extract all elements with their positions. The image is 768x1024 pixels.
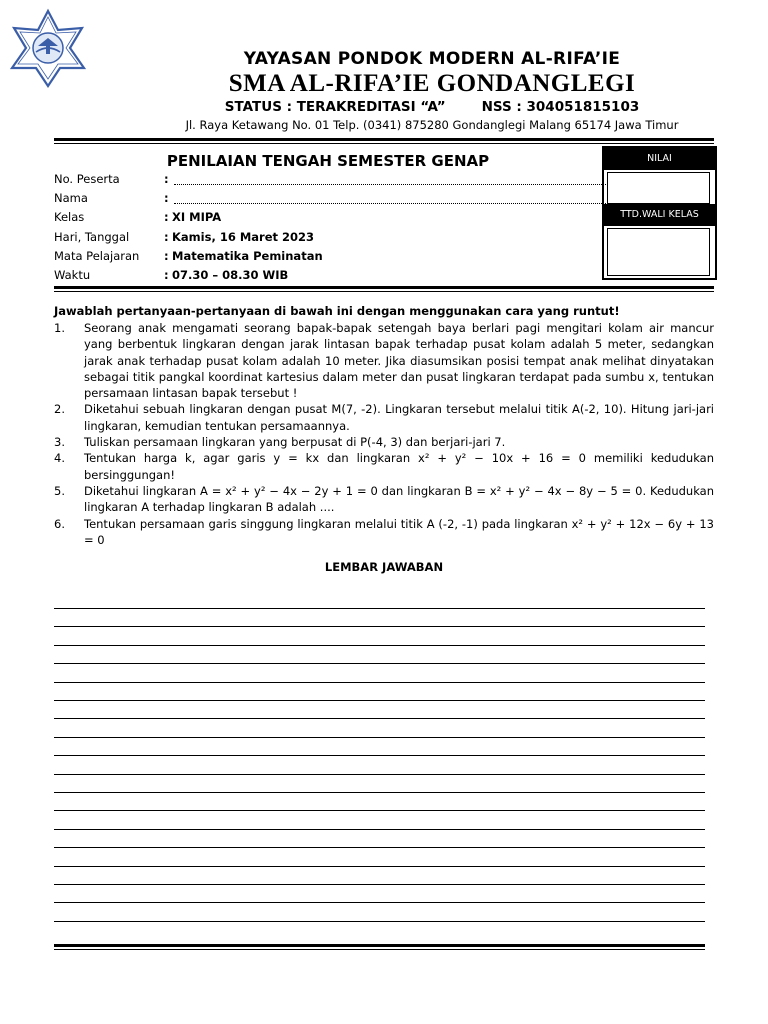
field-value: 07.30 – 08.30 WIB bbox=[172, 268, 289, 282]
answer-line[interactable] bbox=[54, 921, 705, 922]
question-number: 3. bbox=[54, 435, 65, 450]
question-item bbox=[54, 434, 714, 450]
header-divider bbox=[54, 138, 714, 141]
question-text: Seorang anak mengamati seorang bapak-bapak setengah baya berlari pagi mengitari kolam air mancur yang berbentuk lingkaran dengan jarak lintasan bapak terhadap pusat kolam adalah 5 meter, sedangkan jarak anak terhadap pusat kolam adalah 10 meter. Jika diasumsikan posisi tempat anak melihat dinyatakan sebagai titik pangkal koordinat kartesius dalam meter dan pusat lingkaran terdapat pada sumbu x, tentukan persamaan lintasan bapak tersebut ! bbox=[84, 321, 714, 401]
field-label: Hari, Tanggal bbox=[54, 230, 130, 244]
school-name: SMA AL-RIFA’IE GONDANGLEGI bbox=[228, 70, 636, 97]
identity-divider bbox=[54, 286, 714, 289]
field-subject: Mata Pelajaran : Matematika Peminatan bbox=[54, 249, 323, 263]
question-item bbox=[54, 483, 714, 516]
answer-line[interactable] bbox=[54, 645, 705, 646]
identity-divider-thin bbox=[54, 291, 714, 292]
field-label: Nama bbox=[54, 191, 88, 205]
nss-number: NSS : 304051815103 bbox=[481, 99, 640, 115]
question-text: Tuliskan persamaan lingkaran yang berpusat di P(-4, 3) dan berjari-jari 7. bbox=[84, 435, 506, 450]
footer-divider-thin bbox=[54, 949, 705, 950]
question-number: 4. bbox=[54, 451, 65, 466]
question-item bbox=[54, 516, 714, 549]
question-text: Diketahui lingkaran A = x² + y² − 4x − 2y + 1 = 0 dan lingkaran B = x² + y² − 4x − 8y − 5 = 0. Kedudukan lingkaran A terhadap lingkaran B adalah .... bbox=[84, 483, 714, 515]
answer-line[interactable] bbox=[54, 847, 705, 848]
answer-line[interactable] bbox=[54, 866, 705, 867]
footer-divider bbox=[54, 944, 705, 947]
participant-number-blank[interactable] bbox=[174, 184, 614, 185]
answer-line[interactable] bbox=[54, 810, 705, 811]
answer-line[interactable] bbox=[54, 792, 705, 793]
answer-sheet-title: LEMBAR JAWABAN bbox=[324, 560, 444, 574]
score-box bbox=[602, 146, 717, 280]
field-label: Waktu bbox=[54, 268, 91, 282]
header-divider-thin bbox=[54, 143, 714, 144]
field-value: Kamis, 16 Maret 2023 bbox=[172, 230, 315, 244]
answer-line[interactable] bbox=[54, 682, 705, 683]
question-number: 6. bbox=[54, 516, 65, 531]
field-value: XI MIPA bbox=[172, 210, 222, 224]
field-participant-number: No. Peserta : bbox=[54, 172, 614, 191]
answer-line[interactable] bbox=[54, 829, 705, 830]
field-date: Hari, Tanggal : Kamis, 16 Maret 2023 bbox=[54, 230, 315, 244]
field-time: Waktu : 07.30 – 08.30 WIB bbox=[54, 268, 289, 282]
question-item bbox=[54, 401, 714, 434]
accreditation-line bbox=[100, 99, 764, 115]
question-item bbox=[54, 450, 714, 483]
question-text: Diketahui sebuah lingkaran dengan pusat M(7, -2). Lingkaran tersebut melalui titik A(-2, 10). Hitung jari-jari lingkaran, kemudian tentukan persamaannya. bbox=[84, 402, 714, 433]
name-blank[interactable] bbox=[174, 203, 614, 204]
question-item bbox=[54, 320, 714, 401]
answer-line[interactable] bbox=[54, 755, 705, 756]
answer-line[interactable] bbox=[54, 884, 705, 885]
answer-line[interactable] bbox=[54, 737, 705, 738]
question-number: 2. bbox=[54, 402, 65, 417]
answer-line[interactable] bbox=[54, 663, 705, 664]
school-address: Jl. Raya Ketawang No. 01 Telp. (0341) 875280 Gondanglegi Malang 65174 Jawa Timur bbox=[185, 118, 679, 132]
accreditation-status: STATUS : TERAKREDITASI “A” bbox=[224, 99, 446, 115]
score-label: NILAI bbox=[604, 148, 715, 170]
answer-line[interactable] bbox=[54, 718, 705, 719]
score-cell[interactable] bbox=[607, 172, 710, 204]
foundation-name: YAYASAN PONDOK MODERN AL-RIFA’IE bbox=[243, 49, 621, 69]
field-name: Nama : bbox=[54, 191, 614, 210]
field-value: Matematika Peminatan bbox=[172, 249, 323, 263]
question-text: Tentukan persamaan garis singgung lingkaran melalui titik A (-2, -1) pada lingkaran x² + y² + 12x − 6y + 13 = 0 bbox=[84, 516, 714, 547]
question-number: 1. bbox=[54, 321, 65, 335]
field-label: Kelas bbox=[54, 210, 85, 224]
field-label: No. Peserta bbox=[54, 172, 120, 186]
question-list bbox=[54, 320, 714, 548]
question-text: Tentukan harga k, agar garis y = kx dan lingkaran x² + y² − 10x + 16 = 0 memiliki kedudukan bersinggungan! bbox=[84, 451, 714, 482]
field-class: Kelas : XI MIPA bbox=[54, 210, 222, 224]
answer-line[interactable] bbox=[54, 774, 705, 775]
answer-line[interactable] bbox=[54, 700, 705, 701]
school-logo bbox=[8, 8, 88, 88]
instruction: Jawablah pertanyaan-pertanyaan di bawah ini dengan menggunakan cara yang runtut! bbox=[54, 304, 620, 318]
signature-cell[interactable] bbox=[607, 228, 710, 276]
signature-label: TTD.WALI KELAS bbox=[604, 204, 715, 226]
answer-line[interactable] bbox=[54, 902, 705, 903]
answer-line[interactable] bbox=[54, 626, 705, 627]
answer-line[interactable] bbox=[54, 608, 705, 609]
question-number: 5. bbox=[54, 483, 65, 498]
exam-title: PENILAIAN TENGAH SEMESTER GENAP bbox=[166, 152, 490, 170]
field-label: Mata Pelajaran bbox=[54, 249, 140, 263]
